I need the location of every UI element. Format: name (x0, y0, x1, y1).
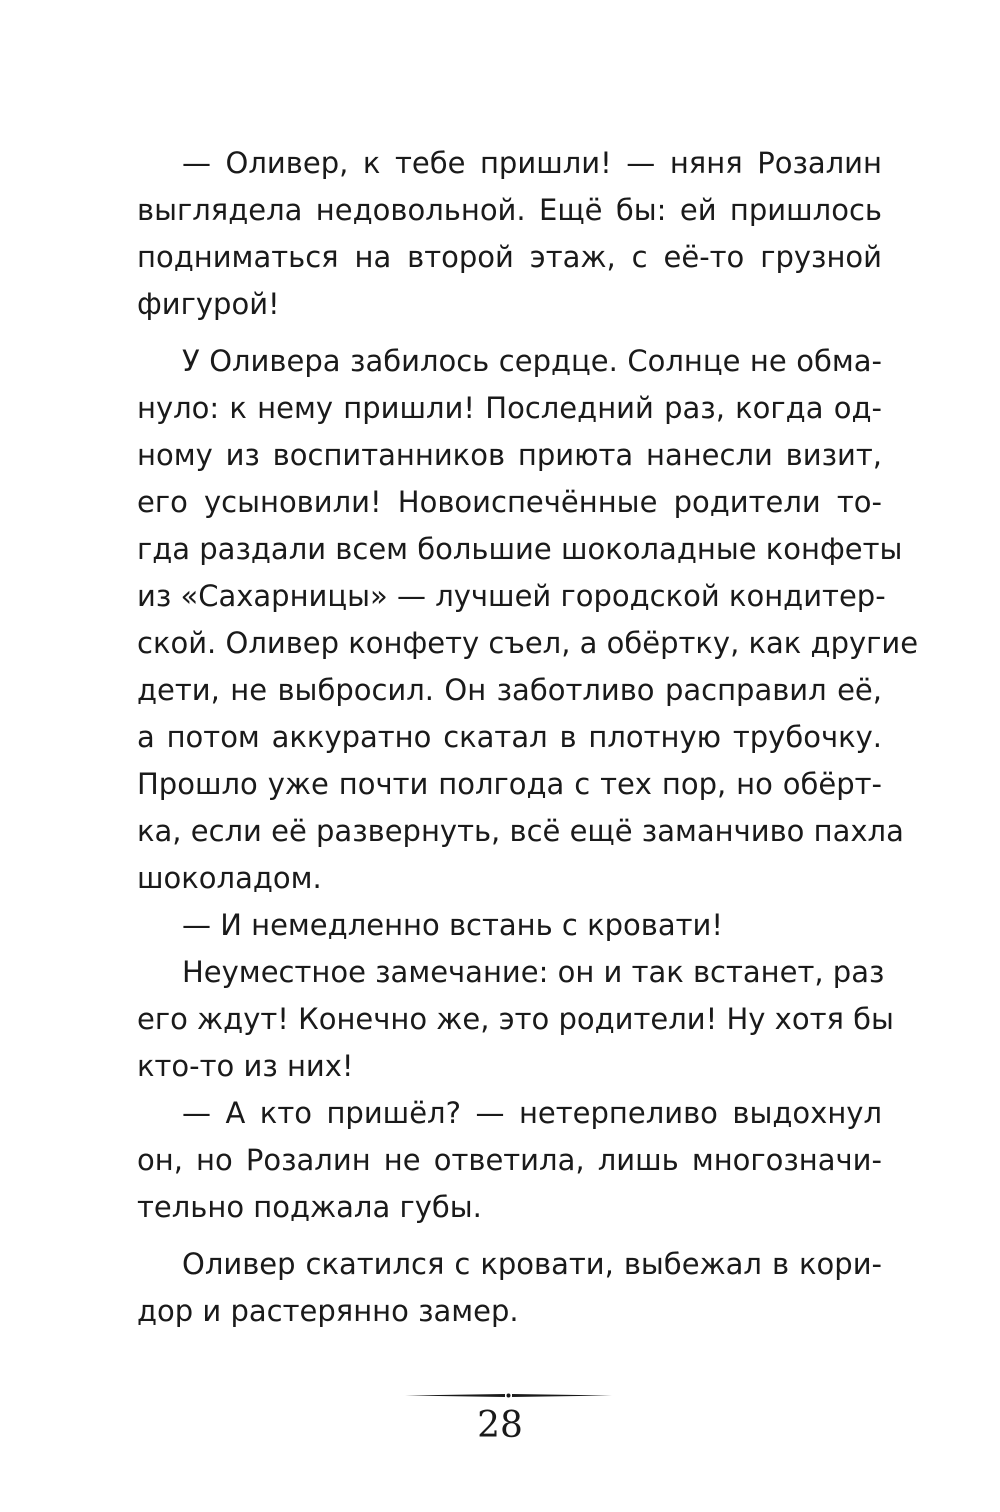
text-line: подниматься на второй этаж, с её-то грузной (137, 240, 882, 274)
text-line: ному из воспитанников приюта нанесли визит, (137, 438, 882, 472)
text-line: из «Сахарницы» — лучшей городской кондитер- (137, 579, 886, 613)
text-line: его ждут! Конечно же, это родители! Ну хотя бы (137, 1002, 894, 1036)
footer-ornament-rule (405, 1391, 612, 1400)
text-line: Прошло уже почти полгода с тех пор, но обёрт- (137, 767, 882, 801)
text-line: тельно поджала губы. (137, 1190, 482, 1224)
text-line: У Оливера забилось сердце. Солнце не обма- (182, 344, 882, 378)
body-text (137, 140, 919, 1335)
text-line: — Оливер, к тебе пришли! — няня Розалин (182, 146, 882, 180)
text-line: ка, если её развернуть, всё ещё заманчиво пахла (137, 814, 904, 848)
text-line: выглядела недовольной. Ещё бы: ей пришлось (137, 193, 882, 227)
page-number: 28 (477, 1405, 523, 1446)
text-line: гда раздали всем большие шоколадные конфеты (137, 532, 903, 566)
text-line: нуло: к нему пришли! Последний раз, когда од- (137, 391, 882, 425)
text-line: шоколадом. (137, 861, 322, 895)
text-line: дор и растерянно замер. (137, 1294, 519, 1328)
text-line: кто-то из них! (137, 1049, 354, 1083)
text-line: а потом аккуратно скатал в плотную трубочку. (137, 720, 882, 754)
text-line: Неуместное замечание: он и так встанет, раз (182, 955, 885, 989)
text-line: его усыновили! Новоиспечённые родители то- (137, 485, 882, 519)
text-line: Оливер скатился с кровати, выбежал в кори- (182, 1247, 882, 1281)
text-line: он, но Розалин не ответила, лишь многозначи- (137, 1143, 882, 1177)
text-line: — И немедленно встань с кровати! (182, 908, 723, 942)
text-line: фигурой! (137, 287, 280, 321)
text-line: дети, не выбросил. Он заботливо расправил её, (137, 673, 882, 707)
text-line: ской. Оливер конфету съел, а обёртку, как другие (137, 626, 919, 660)
text-line: — А кто пришёл? — нетерпеливо выдохнул (182, 1096, 882, 1130)
